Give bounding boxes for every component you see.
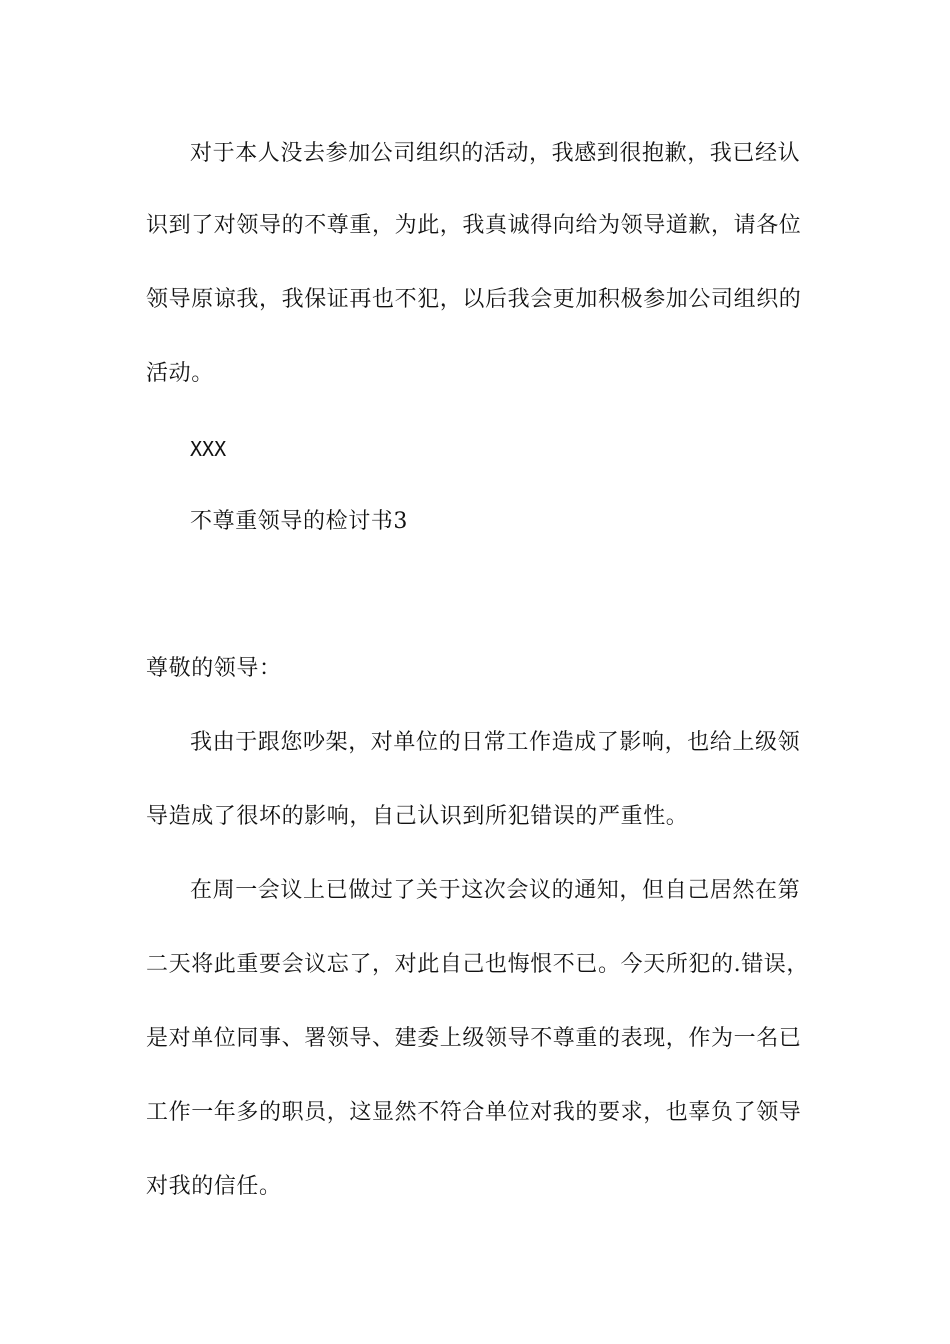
paragraph-3-line-4: 工作一年多的职员，这显然不符合单位对我的要求，也辜负了领导 — [146, 1100, 802, 1125]
signature: XXX — [190, 437, 227, 461]
paragraph-2-line-1: 我由于跟您吵架，对单位的日常工作造成了影响，也给上级领 — [190, 730, 801, 755]
paragraph-3-line-2: 二天将此重要会议忘了，对此自己也悔恨不已。今天所犯的.错误， — [146, 952, 809, 977]
paragraph-3-line-5: 对我的信任。 — [146, 1174, 282, 1199]
section-title: 不尊重领导的检讨书3 — [190, 509, 408, 534]
paragraph-3-line-1: 在周一会议上已做过了关于这次会议的通知，但自己居然在第 — [190, 878, 801, 903]
salutation: 尊敬的领导： — [146, 656, 282, 681]
paragraph-1-line-3: 领导原谅我，我保证再也不犯，以后我会更加积极参加公司组织的 — [146, 287, 802, 312]
paragraph-1-line-2: 识到了对领导的不尊重，为此，我真诚得向给为领导道歉，请各位 — [146, 213, 802, 238]
paragraph-2-line-2: 导造成了很坏的影响，自己认识到所犯错误的严重性。 — [146, 804, 689, 829]
paragraph-3-line-3: 是对单位同事、署领导、建委上级领导不尊重的表现，作为一名已 — [146, 1026, 802, 1051]
paragraph-1-line-1: 对于本人没去参加公司组织的活动，我感到很抱歉，我已经认 — [190, 141, 801, 166]
paragraph-1-line-4: 活动。 — [146, 361, 214, 386]
